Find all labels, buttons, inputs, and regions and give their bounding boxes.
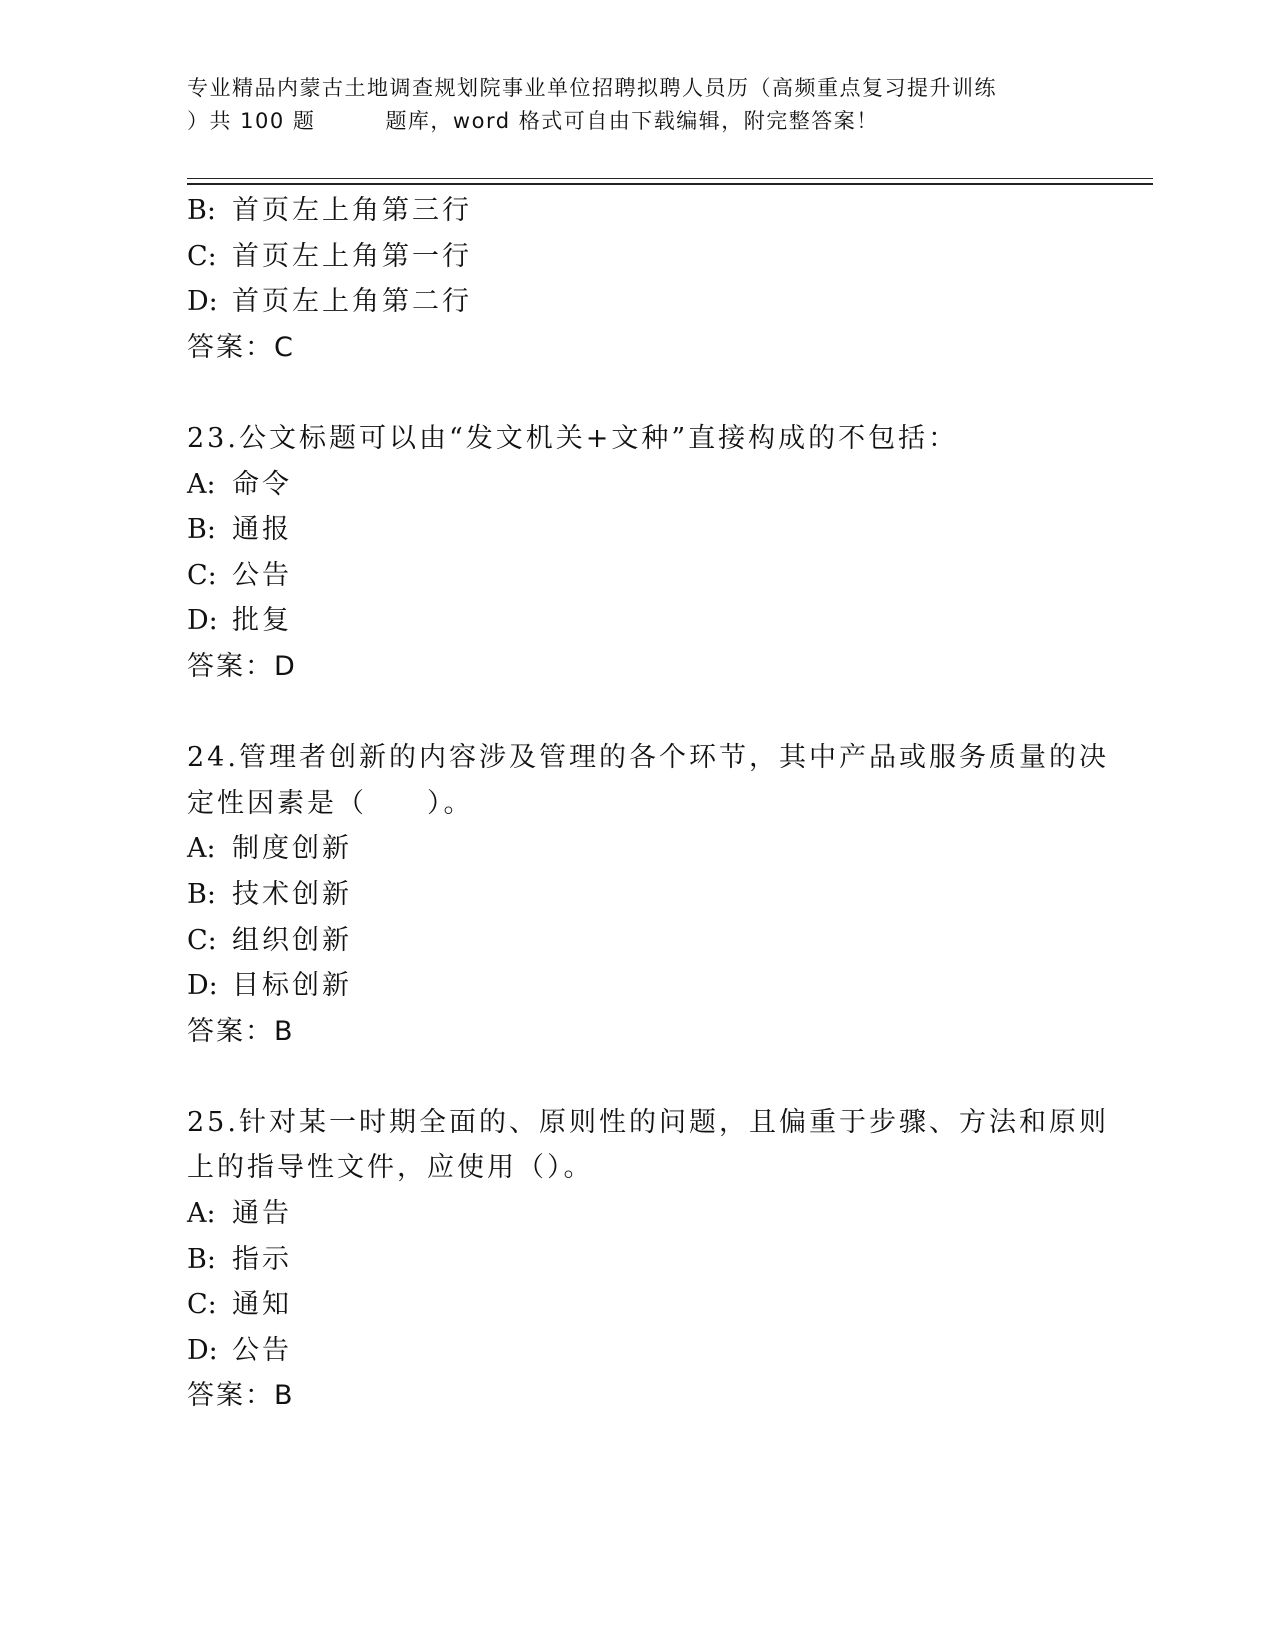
option-b: B: 指示 [187, 1243, 292, 1275]
header-divider-thin [187, 178, 1153, 179]
question-stem-line1: 24.管理者创新的内容涉及管理的各个环节，其中产品或服务质量的决 [187, 742, 1109, 774]
answer-line: 答案：C [187, 331, 295, 363]
option-c: C: 首页左上角第一行 [187, 240, 472, 272]
option-d: D: 公告 [187, 1334, 292, 1366]
question-stem-line2: 定性因素是（ ）。 [187, 787, 474, 819]
carryover-question [187, 188, 1087, 370]
option-b: B: 通报 [187, 514, 292, 546]
header-subtitle: 题库，word 格式可自由下载编辑，附完整答案！ [385, 109, 879, 133]
answer-line: 答案：B [187, 1380, 295, 1412]
option-d: D: 批复 [187, 605, 292, 637]
question-stem-line1: 25.针对某一时期全面的、原则性的问题，且偏重于步骤、方法和原则 [187, 1106, 1109, 1138]
page-header [187, 72, 1087, 138]
question-stem-line2: 上的指导性文件，应使用（）。 [187, 1152, 594, 1184]
question-23 [187, 416, 1087, 690]
header-question-count: ）共 100 题 [187, 109, 316, 133]
option-c: C: 公告 [187, 559, 292, 591]
question-24 [187, 735, 1109, 1054]
option-a: A: 制度创新 [187, 833, 352, 865]
header-title-line2 [187, 105, 1087, 138]
option-b: B: 首页左上角第三行 [187, 195, 472, 226]
question-stem: 23.公文标题可以由“发文机关+文种”直接构成的不包括： [187, 422, 959, 454]
option-b: B: 技术创新 [187, 878, 352, 910]
option-c: C: 组织创新 [187, 924, 352, 956]
option-a: A: 命令 [187, 468, 292, 500]
option-a: A: 通告 [187, 1198, 292, 1230]
answer-line: 答案：D [187, 650, 297, 682]
document-body [187, 188, 1109, 1419]
header-title-line1: 专业精品内蒙古土地调查规划院事业单位招聘拟聘人员历（高频重点复习提升训练 [187, 76, 997, 100]
answer-line: 答案：B [187, 1015, 295, 1047]
option-d: D: 目标创新 [187, 970, 352, 1002]
option-c: C: 通知 [187, 1289, 292, 1321]
header-divider-thick [187, 183, 1153, 185]
question-25 [187, 1100, 1109, 1419]
option-d: D: 首页左上角第二行 [187, 286, 472, 318]
